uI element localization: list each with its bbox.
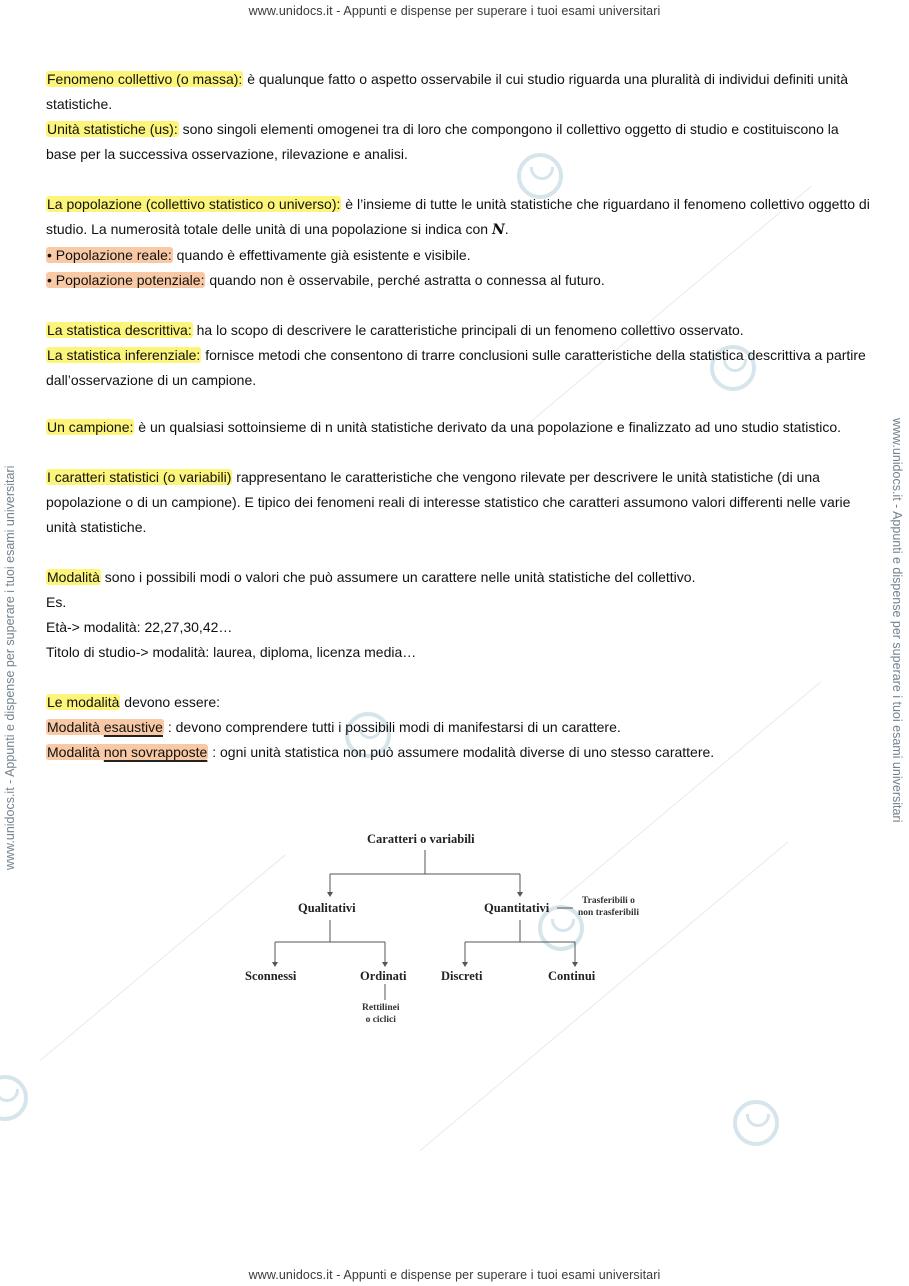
watermark-side-left: www.unidocs.it - Appunti e dispense per superare i tuoi esami universitari	[3, 465, 17, 870]
example-eta: Età-> modalità: 22,27,30,42…	[46, 619, 233, 635]
paragraph-esaustive	[46, 715, 871, 740]
unidocs-logo-watermark	[733, 1100, 779, 1146]
term-campione: Un campione:	[47, 419, 134, 435]
example-titolo: Titolo di studio-> modalità: laurea, diploma, licenza media…	[46, 644, 417, 660]
text-reale: quando è effettivamente già esistente e visibile.	[172, 247, 471, 263]
text-popolazione-end: .	[504, 221, 509, 237]
node-trasferibili-line1: Trasferibili o	[582, 896, 635, 906]
term-popolazione: La popolazione (collettivo statistico o universo):	[47, 196, 341, 212]
paragraph-popolazione	[46, 192, 871, 243]
example-label: Es.	[46, 594, 67, 610]
watermark-header: www.unidocs.it - Appunti e dispense per superare i tuoi esami universitari	[248, 4, 661, 18]
term-esaustive-prefix: Modalità	[47, 719, 104, 735]
paragraph-le-modalita	[46, 690, 871, 715]
paragraph-campione	[46, 415, 871, 440]
text-unita: sono singoli elementi omogenei tra di loro che compongono il collettivo oggetto di studio e costituiscono la base per la successiva osservazione, rilevazione e analisi.	[46, 121, 839, 162]
term-sovrapposte-word: non sovrapposte	[103, 744, 208, 760]
variables-tree-diagram	[230, 822, 660, 1037]
text-le-modalita: devono essere:	[120, 694, 221, 710]
document-body	[46, 67, 871, 765]
text-descrittiva: ha lo scopo di descrivere le caratteristiche principali di un fenomeno collettivo osservato.	[192, 322, 744, 338]
node-rettilinei-line1: Rettilinei	[362, 1003, 400, 1013]
text-campione: è un qualsiasi sottoinsieme di n unità statistiche derivato da una popolazione e finalizzato ad uno studio statistico.	[134, 419, 842, 435]
paragraph-descrittiva	[46, 318, 871, 343]
node-rettilinei	[362, 1002, 399, 1026]
text-esaustive: : devono comprendere tutti i possibili modi di manifestarsi di un carattere.	[163, 719, 621, 735]
paragraph-sovrapposte	[46, 740, 871, 765]
text-sovrapposte: : ogni unità statistica non può assumere modalità diverse di uno stesso carattere.	[208, 744, 715, 760]
paragraph-modalita	[46, 565, 871, 590]
text-potenziale: quando non è osservabile, perché astratta o connessa al futuro.	[205, 272, 605, 288]
tree-connectors	[230, 822, 660, 1037]
paragraph-reale	[46, 243, 871, 268]
node-quantitativi: Quantitativi	[484, 901, 550, 915]
node-ordinati: Ordinati	[360, 969, 407, 983]
text-popolazione: è l’insieme di tutte le unità statistiche che riguardano il fenomeno collettivo oggetto di studio. La numerosità totale delle unità di una popolazione si indica con	[46, 196, 870, 237]
node-sconnessi: Sconnessi	[245, 969, 297, 983]
node-trasferibili	[578, 895, 639, 919]
unidocs-logo-watermark	[0, 1075, 28, 1121]
node-rettilinei-line2: o ciclici	[365, 1015, 396, 1025]
text-modalita: sono i possibili modi o valori che può assumere un carattere nelle unità statistiche del collettivo.	[100, 569, 696, 585]
term-esaustive	[46, 719, 164, 735]
term-le-modalita: Le modalità	[47, 694, 120, 710]
term-sovrapposte-prefix: Modalità	[47, 744, 104, 760]
node-qualitativi: Qualitativi	[298, 901, 356, 915]
text-fenomeno: è qualunque fatto o aspetto osservabile il cui studio riguarda una pluralità di individui definiti unità statistiche.	[46, 71, 849, 112]
term-fenomeno: Fenomeno collettivo (o massa):	[47, 71, 243, 87]
term-inferenziale: La statistica inferenziale:	[47, 347, 201, 363]
node-continui: Continui	[548, 969, 596, 983]
text-inferenziale: fornisce metodi che consentono di trarre conclusioni sulle caratteristiche della statistica descrittiva a partire dall’osservazione di un campione.	[46, 347, 866, 388]
node-discreti: Discreti	[441, 969, 483, 983]
term-descrittiva: La statistica descrittiva:	[47, 322, 192, 338]
paragraph-caratteri	[46, 465, 871, 540]
watermark-side-right: www.unidocs.it - Appunti e dispense per superare i tuoi esami universitari	[890, 418, 904, 823]
symbol-n: N	[491, 222, 505, 238]
term-potenziale: • Popolazione potenziale:	[47, 272, 205, 288]
node-trasferibili-line2: non trasferibili	[578, 908, 639, 918]
term-sovrapposte	[46, 744, 208, 760]
paragraph-potenziale	[46, 268, 871, 293]
term-unita: Unità statistiche (us):	[47, 121, 178, 137]
term-esaustive-word: esaustive	[103, 719, 163, 735]
term-modalita: Modalità	[47, 569, 100, 585]
paragraph-unita	[46, 117, 871, 167]
paragraph-inferenziale	[46, 343, 871, 393]
term-reale: • Popolazione reale:	[47, 247, 172, 263]
paragraph-fenomeno	[46, 67, 871, 117]
watermark-footer: www.unidocs.it - Appunti e dispense per superare i tuoi esami universitari	[248, 1268, 661, 1282]
term-caratteri: I caratteri statistici (o variabili)	[47, 469, 232, 485]
text-caratteri: rappresentano le caratteristiche che vengono rilevate per descrivere le unità statistiche (di una popolazione o di un campione). E tipico dei fenomeni reali di interesse statistico che caratteri assumono valori differenti nelle varie unità statistiche.	[46, 469, 851, 535]
node-root: Caratteri o variabili	[367, 832, 475, 846]
